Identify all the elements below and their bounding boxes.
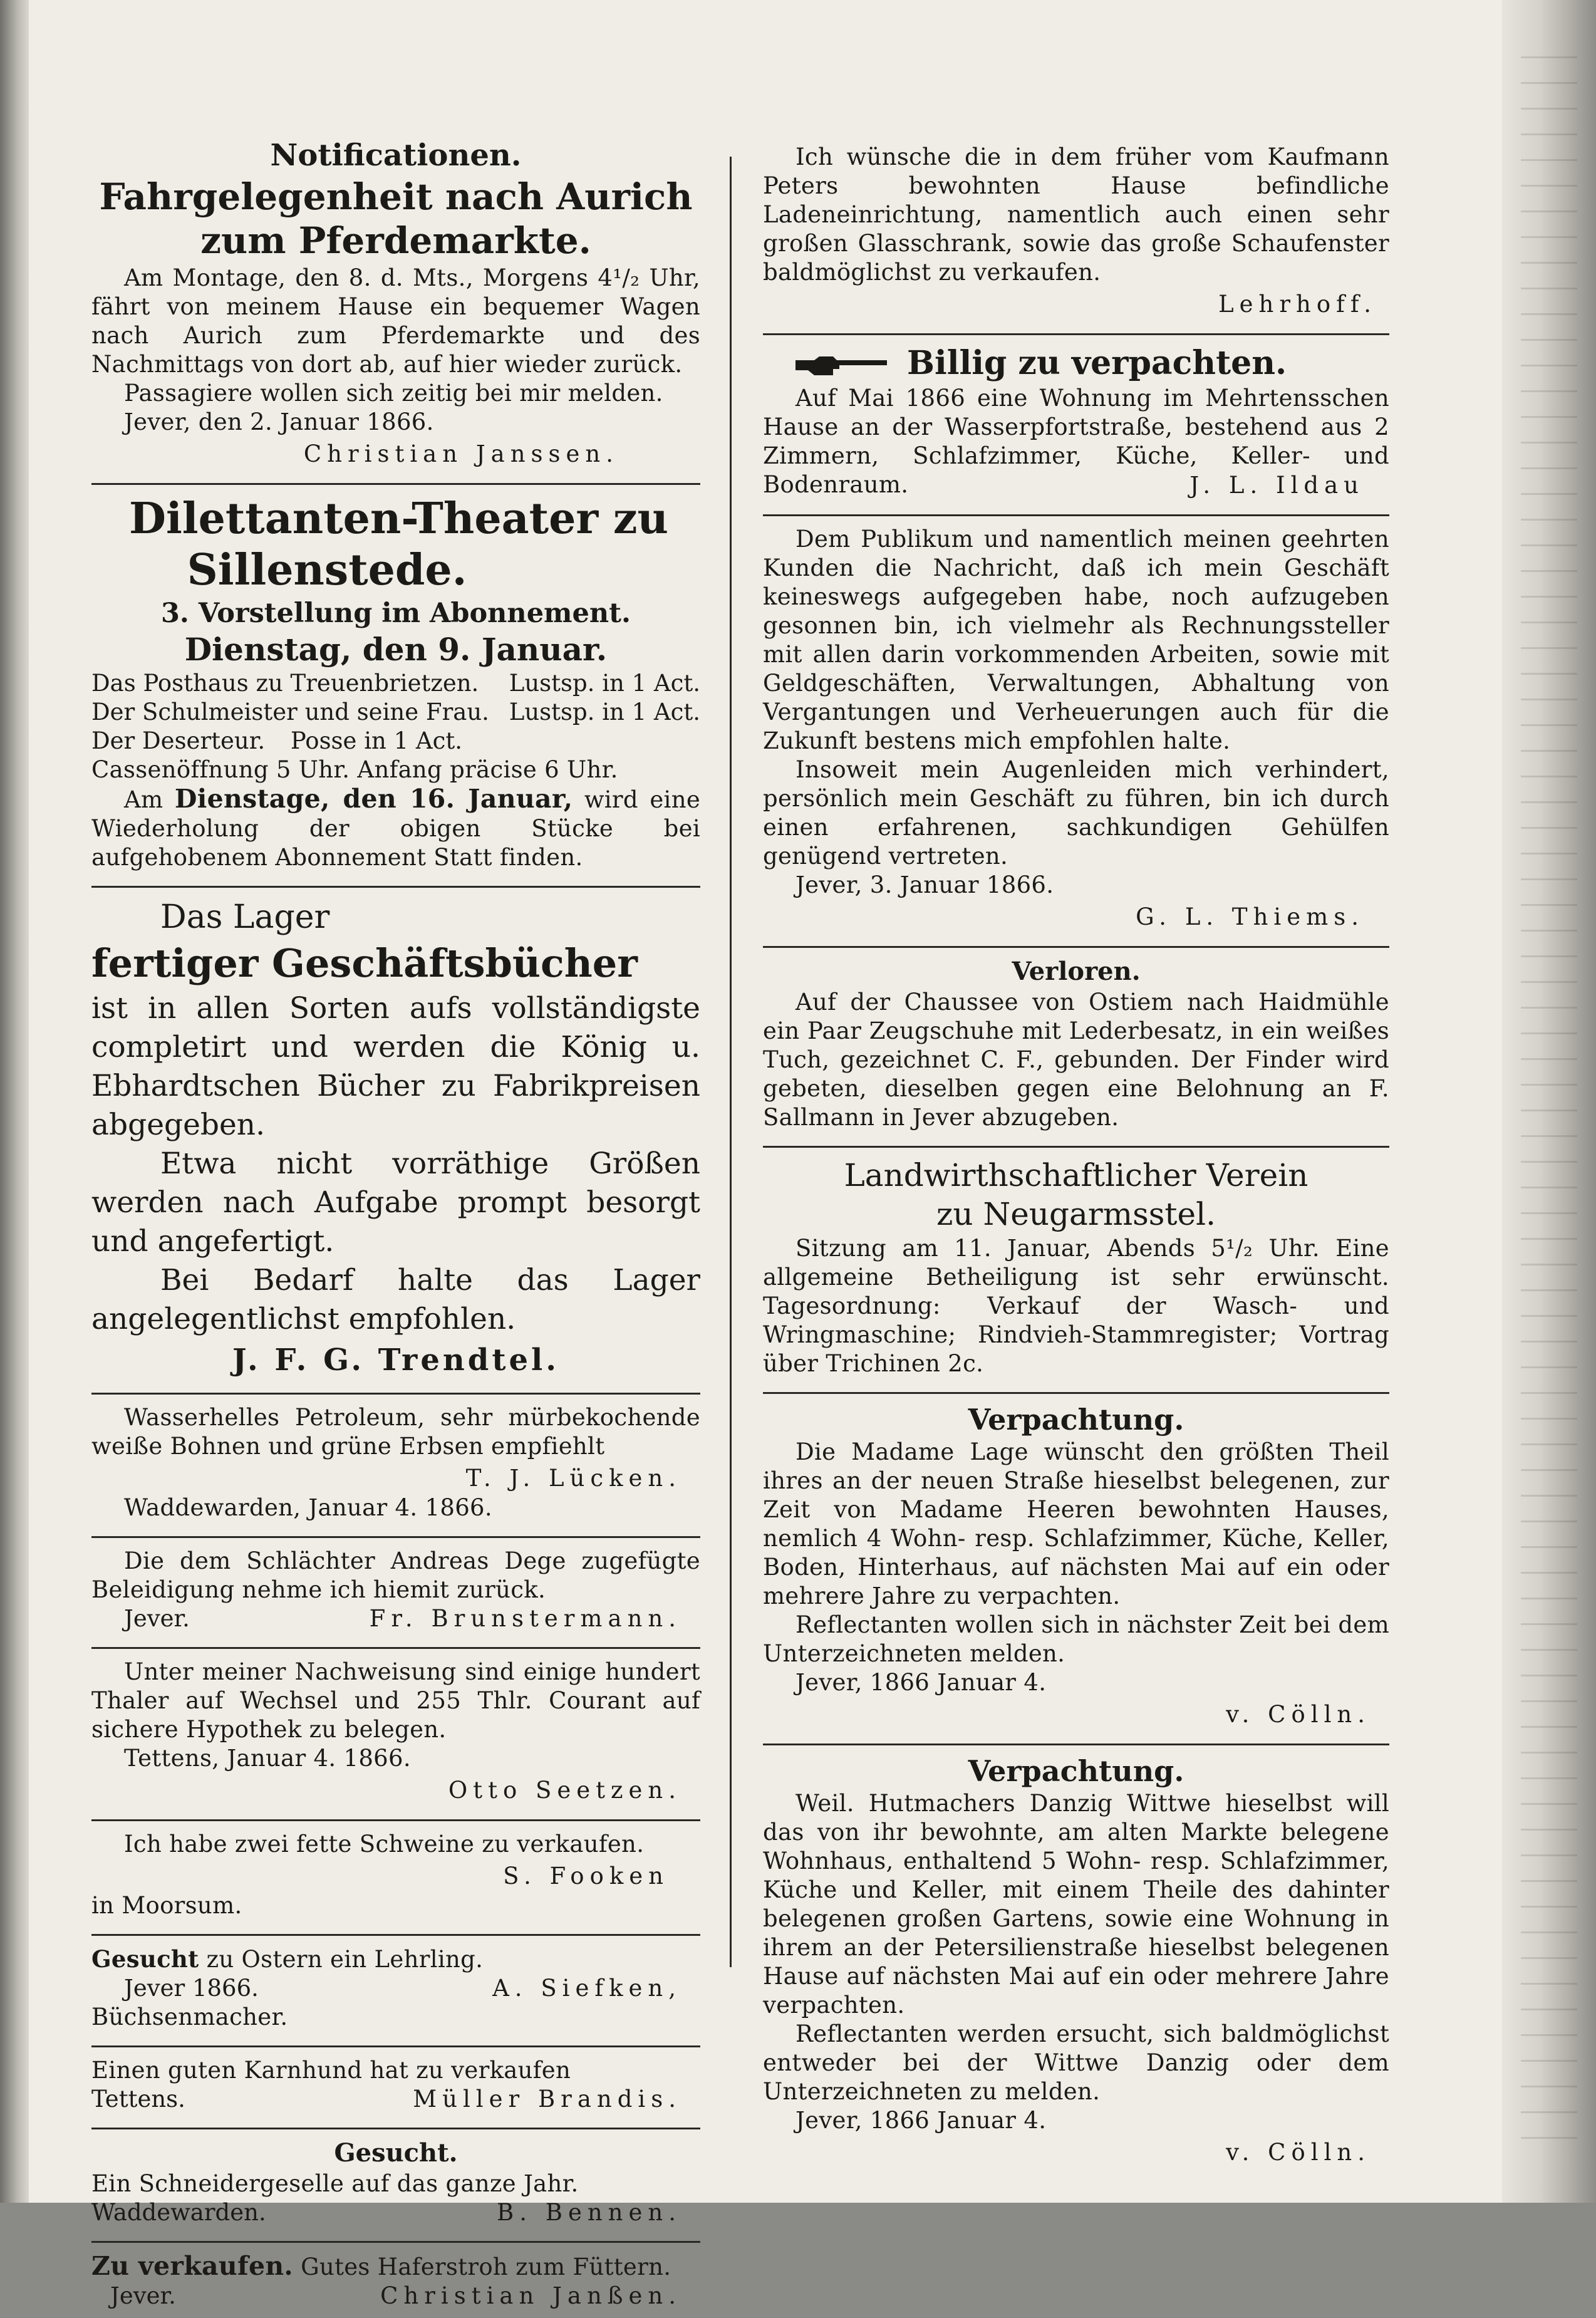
ad-thiems: [763, 525, 1389, 940]
left-column: [91, 135, 700, 2318]
ad-money: [91, 1658, 700, 1813]
ad-body: [91, 1945, 700, 1974]
ad-signature-place: in Moorsum.: [91, 1892, 242, 1919]
ad-title-row: [763, 344, 1389, 383]
ad-verloren: [763, 957, 1389, 1140]
ad-signature: B. Bennen.: [497, 2199, 681, 2226]
ad-theater: [91, 494, 700, 880]
ad-body: Unter meiner Nachweisung sind einige hundert Thaler auf Wechsel und 255 Thlr. Courant auf sichere Hypothek zu belegen.: [91, 1658, 700, 1743]
text-run-bold: Gesucht: [91, 1945, 199, 1973]
ad-body: Insoweit mein Augenleiden mich verhindert, persönlich mein Geschäft zu führen, bin ich durch einen erfahrenen, sachkundigen Gehülfen genügend vertreten.: [763, 756, 1389, 870]
separator: [91, 1536, 700, 1538]
ad-signature: Christian Janßen.: [380, 2282, 681, 2309]
play-title: Der Deserteur.: [91, 727, 266, 754]
ad-body: [91, 2252, 700, 2282]
ad-place: Tettens.: [91, 2086, 185, 2113]
text-run: Gutes Haferstroh zum Füttern.: [301, 2253, 671, 2280]
ad-line: Das Lager: [160, 898, 330, 936]
ad-body: Auf Mai 1866 eine Wohnung im Mehrtensschen Hause an der Wasserpfortstraße, bestehend aus 2 Zimmern, Schlafzimmer, Küche, Keller- und Bodenraum.: [763, 385, 1389, 498]
ad-body: Ich habe zwei fette Schweine zu verkaufen.: [124, 1831, 645, 1858]
ad-billig-verpachten: [763, 344, 1389, 508]
ad-subtitle: 3. Vorstellung im Abonnement.: [160, 598, 631, 629]
ad-footer: [91, 1974, 700, 2003]
text-run: Am: [124, 786, 163, 813]
play-genre: Posse in 1 Act.: [290, 727, 462, 754]
separator: [91, 1393, 700, 1395]
play-title: Der Schulmeister und seine Frau.: [91, 699, 489, 725]
separator: [763, 514, 1389, 516]
pointing-hand-icon: [794, 355, 888, 377]
ad-footer: [91, 2282, 700, 2310]
ad-date: Jever, 1866 Januar 4.: [795, 1669, 1047, 1696]
ad-body: Einen guten Karnhund hat zu verkaufen: [91, 2057, 571, 2084]
ad-title: Verpachtung.: [968, 1403, 1184, 1437]
ad-signature: G. L. Thiems.: [1136, 903, 1364, 930]
text-run-bold: Dienstage, den 16. Januar,: [174, 784, 573, 814]
section-heading: Notificationen.: [270, 138, 522, 173]
ad-signature: Lehrhoff.: [1218, 291, 1377, 318]
play-row: [91, 727, 700, 756]
play-genre: Lustsp. in 1 Act.: [509, 699, 700, 725]
ad-tailor: [91, 2138, 700, 2235]
ad-date: Jever, den 2. Januar 1866.: [124, 408, 434, 435]
ad-pigs: [91, 1830, 700, 1928]
ad-signature: J. L. Ildau: [1189, 472, 1364, 499]
right-column: [763, 143, 1389, 2175]
ad-title: Verpachtung.: [968, 1754, 1184, 1788]
ad-signature: v. Cölln.: [1226, 2139, 1371, 2166]
ad-petroleum: [91, 1403, 700, 1530]
ad-body: ist in allen Sorten aufs vollständigste completirt und werden die König u. Ebhardtschen Bücher zu Fabrikpreisen abgegeben.: [91, 991, 700, 1142]
play-title: Das Posthaus zu Treuenbrietzen.: [91, 670, 479, 697]
separator: [91, 1647, 700, 1649]
ad-times: Cassenöffnung 5 Uhr. Anfang präcise 6 Uhr.: [91, 756, 618, 783]
ad-signature: Otto Seetzen.: [448, 1777, 681, 1804]
ad-body: Wasserhelles Petroleum, sehr mürbekochende weiße Bohnen und grüne Erbsen empfiehlt: [91, 1404, 700, 1460]
ad-title: Billig zu verpachten.: [907, 344, 1287, 382]
ad-title: Fahrgelegenheit nach Aurich: [99, 175, 693, 218]
text-run: zu Ostern ein Lehrling.: [206, 1946, 484, 1973]
ad-signature-title: Büchsenmacher.: [91, 2004, 288, 2030]
ad-signature: T. J. Lücken.: [465, 1465, 681, 1492]
ad-title: Dilettanten-Theater zu: [129, 494, 668, 544]
separator: [91, 2045, 700, 2047]
ad-ladeneinrichtung: [763, 143, 1389, 327]
ad-body: Weil. Hutmachers Danzig Wittwe hieselbst will das von ihr bewohnte, am alten Markte belegene Wohnhaus, enthaltend 5 Wohn- resp. Schlafzimmer, Küche und Keller, mit einem Theile des dahinter belegenen großen Gartens, sowie eine Wohnung in ihrem an der Petersilienstraße hieselbst belegenen Hause auf nächsten Mai auf ein oder mehrere Jahre verpachten.: [763, 1790, 1389, 2019]
page-edge: [1502, 0, 1596, 2203]
separator: [91, 886, 700, 888]
ad-date: Jever, 3. Januar 1866.: [795, 871, 1054, 898]
ad-body: [91, 784, 700, 872]
ad-title: Sillenstede.: [187, 545, 467, 595]
ad-verpachtung-lage: [763, 1403, 1389, 1737]
ad-verein: [763, 1156, 1389, 1386]
ad-apology: [91, 1547, 700, 1641]
ad-footer: [91, 2198, 700, 2227]
ad-signature: J. F. G. Trendtel.: [232, 1343, 559, 1378]
ad-signature: Müller Brandis.: [413, 2086, 681, 2113]
page-edge-texture: [1521, 56, 1577, 2161]
play-row: [91, 669, 700, 698]
ad-place: Jever 1866.: [124, 1975, 259, 2002]
separator: [91, 1934, 700, 1936]
ad-fahrgelegenheit: [91, 137, 700, 477]
ad-body: Reflectanten werden ersucht, sich baldmöglichst entweder bei der Wittwe Danzig oder dem Unterzeichneten zu melden.: [763, 2020, 1389, 2105]
ad-title: fertiger Geschäftsbücher: [91, 940, 638, 986]
ad-straw: [91, 2252, 700, 2318]
ad-footer: [91, 1604, 700, 1633]
text-run: wird eine Wiederholung der obigen Stücke bei aufgehobenem Abonnement Statt finden.: [91, 786, 701, 871]
ad-body: Dem Publikum und namentlich meinen geehrten Kunden die Nachricht, daß ich mein Geschäft keineswegs aufgegeben habe, noch aufzugeben gesonnen bin, ich vielmehr als Rechnungssteller mit allen darin vorkommenden Arbeiten, sowie mit Geldgeschäften, Verwaltungen, Abhaltung von Vergantungen und Verheuerungen auch für die Zukunft bestens mich empfohlen halte.: [763, 526, 1389, 754]
ad-body: Ich wünsche die in dem früher vom Kaufmann Peters bewohnten Hause befindliche Ladeneinrichtung, namentlich auch einen sehr großen Glasschrank, sowie das große Schaufenster baldmöglichst zu verkaufen.: [763, 143, 1389, 286]
ad-footer: [91, 2085, 700, 2114]
ad-verpachtung-danzig: [763, 1754, 1389, 2175]
text-run-bold: Zu verkaufen.: [91, 2251, 294, 2281]
ad-title: Landwirthschaftlicher Verein: [844, 1157, 1308, 1193]
ad-body: Etwa nicht vorräthige Größen werden nach Aufgabe prompt besorgt und angefertigt.: [91, 1146, 700, 1259]
page-binding: [0, 0, 29, 2203]
ad-dog: [91, 2056, 700, 2121]
ad-body: Die Madame Lage wünscht den größten Theil ihres an der neuen Straße hieselbst belegenen, zur Zeit von Madame Heeren bewohnten Hauses, nemlich 4 Wohn- resp. Schlafzimmer, Küche, Keller, Boden, Hinterhaus, auf nächsten Mai auf ein oder mehrere Jahre zu verpachten.: [763, 1438, 1389, 1609]
separator: [763, 1146, 1389, 1148]
ad-place: Jever.: [124, 1605, 190, 1632]
separator: [763, 333, 1389, 335]
ad-signature: Christian Janssen.: [303, 440, 619, 467]
ad-date: Tettens, Januar 4. 1866.: [124, 1745, 411, 1772]
ad-title: Gesucht.: [334, 2138, 458, 2168]
separator: [91, 483, 700, 485]
play-row: [91, 698, 700, 727]
separator: [91, 2241, 700, 2243]
ad-signature: A. Siefken,: [492, 1975, 681, 2002]
ad-geschaeftsbuecher: [91, 897, 700, 1386]
separator: [763, 1744, 1389, 1745]
ad-title: zu Neugarmsstel.: [936, 1196, 1216, 1232]
separator: [763, 946, 1389, 948]
ad-body: Passagiere wollen sich zeitig bei mir melden.: [124, 380, 663, 407]
separator: [91, 2128, 700, 2129]
play-genre: Lustsp. in 1 Act.: [509, 670, 700, 697]
column-divider: [730, 157, 732, 1967]
ad-signature: S. Fooken: [503, 1863, 669, 1889]
ad-date: Waddewarden, Januar 4. 1866.: [124, 1494, 492, 1521]
ad-signature: v. Cölln.: [1226, 1701, 1371, 1728]
ad-place: Jever.: [110, 2282, 176, 2309]
ad-title: zum Pferdemarkte.: [200, 219, 591, 262]
ad-body: Die dem Schlächter Andreas Dege zugefügte Beleidigung nehme ich hiemit zurück.: [91, 1547, 700, 1603]
ad-body: Am Montage, den 8. d. Mts., Morgens 4¹/₂ Uhr, fährt von meinem Hause ein bequemer Wagen nach Aurich zum Pferdemarkte und des Nachmittags von dort ab, auf hier wieder zurück.: [91, 264, 700, 378]
ad-body: Auf der Chaussee von Ostiem nach Haidmühle ein Paar Zeugschuhe mit Lederbesatz, in ein weißes Tuch, gezeichnet C. F., gebunden. Der Finder wird gebeten, dieselben gegen eine Belohnung an F. Sallmann in Jever abzugeben.: [763, 989, 1389, 1131]
ad-date: Jever, 1866 Januar 4.: [795, 2107, 1047, 2134]
ad-apprentice: [91, 1945, 700, 2039]
separator: [763, 1392, 1389, 1394]
ad-subtitle: Dienstag, den 9. Januar.: [184, 631, 608, 668]
ad-body: Bei Bedarf halte das Lager angelegentlichst empfohlen.: [91, 1263, 700, 1336]
ad-title: Verloren.: [1012, 957, 1141, 986]
ad-body: Ein Schneidergeselle auf das ganze Jahr.: [91, 2170, 579, 2197]
separator: [91, 1819, 700, 1821]
ad-body: Sitzung am 11. Januar, Abends 5¹/₂ Uhr. Eine allgemeine Betheiligung ist sehr erwünscht. Tagesordnung: Verkauf der Wasch- und Wringmaschine; Rindvieh-Stammregister; Vortrag über Trichinen 2c.: [763, 1235, 1389, 1377]
ad-place: Waddewarden.: [91, 2199, 266, 2226]
ad-body: Reflectanten wollen sich in nächster Zeit bei dem Unterzeichneten melden.: [763, 1611, 1389, 1667]
ad-signature: Fr. Brunstermann.: [369, 1605, 681, 1632]
